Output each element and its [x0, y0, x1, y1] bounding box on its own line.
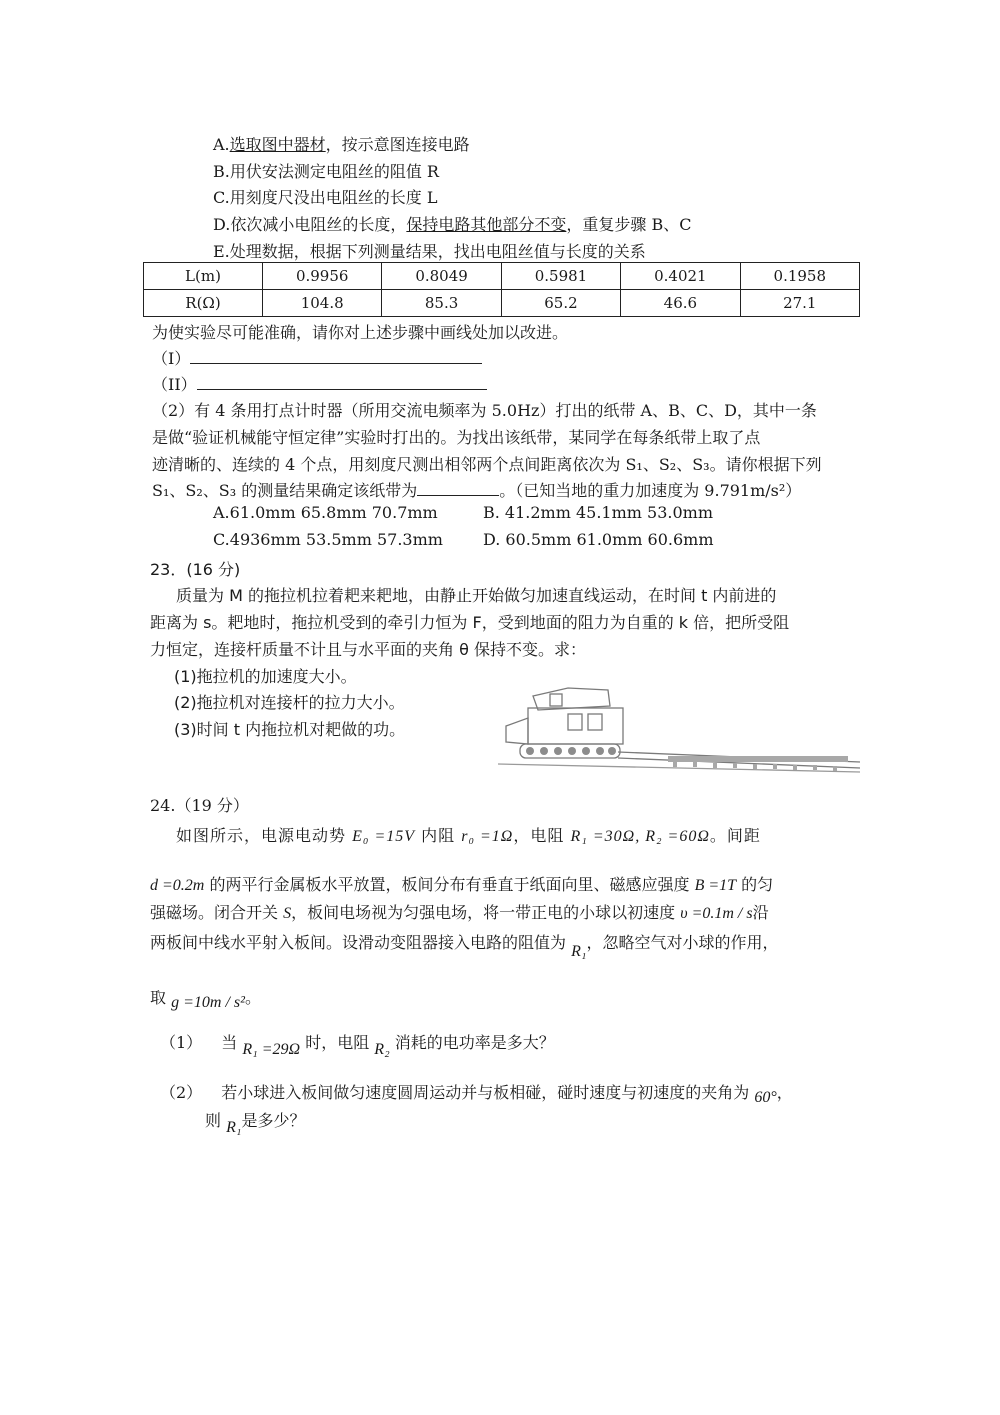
tractor-hood	[506, 718, 528, 744]
answer-line-2: （II）	[152, 372, 487, 395]
q23-line-2: 距离为 s。耙地时，拖拉机受到的牵引力恒为 F，受到地面的阻力为自重的 k 倍，把所受阻	[150, 613, 790, 632]
tractor-window	[568, 714, 582, 730]
r1-symbol: R₁	[226, 1119, 242, 1136]
step-a-underlined: 选取图中器材	[229, 135, 326, 154]
table-cell: 27.1	[740, 290, 859, 317]
tractor-window	[588, 714, 602, 730]
tractor-roof	[533, 688, 610, 710]
q23-sub-1: (1)拖拉机的加速度大小。	[174, 667, 357, 686]
table-row	[144, 263, 860, 290]
q24-para-line-3: 强磁场。闭合开关 S，板间电场视为匀强电场，将一带正电的小球以初速度 υ =0.1m / s沿	[150, 903, 769, 922]
step-d: D.依次减小电阻丝的长度，保持电路其他部分不变，重复步骤 B、C	[213, 215, 692, 234]
answer-line-1: （I）	[152, 346, 482, 369]
step-c: C.用刻度尺没出电阻丝的长度 L	[213, 188, 438, 207]
initial-velocity-formula: υ =0.1m / s	[680, 905, 753, 922]
internal-resistance-formula: r₀ =1Ω	[461, 828, 514, 845]
table-cell: L(m)	[144, 263, 263, 290]
magnetic-field-formula: B =1T	[694, 877, 737, 894]
q2-line-2: 是做“验证机械能守恒定律”实验时打出的。为找出该纸带，某同学在每条纸带上取了点	[152, 428, 761, 447]
q23-sub-3: (3)时间 t 内拖拉机对耙做的功。	[174, 720, 406, 739]
q24-para-line-2: d =0.2m 的两平行金属板水平放置，板间分布有垂直于纸面向里、磁感应强度 B =1T 的匀	[150, 875, 774, 894]
gravity-formula: g =10m / s²	[171, 994, 245, 1011]
r1-value-formula: R₁ =29Ω	[242, 1041, 301, 1058]
table-cell: 85.3	[382, 290, 501, 317]
tractor-harrow-illustration	[498, 678, 860, 776]
rheostat-symbol: R₁	[571, 943, 587, 960]
q23-line-3: 力恒定，连接杆质量不计且与水平面的夹角 θ 保持不变。求：	[150, 640, 586, 659]
measurement-table	[143, 262, 860, 317]
q2-line-4: S₁、S₂、S₃ 的测量结果确定该纸带为 。（已知当地的重力加速度为 9.791m/s²）	[152, 481, 802, 500]
step-e: E.处理数据，根据下列测量结果，找出电阻丝值与长度的关系	[213, 242, 646, 261]
table-cell: 65.2	[501, 290, 620, 317]
answer-blank[interactable]	[190, 347, 482, 364]
option-c: C.4936mm 53.5mm 57.3mm	[213, 530, 443, 549]
emf-formula: E₀ =15V	[352, 828, 416, 845]
q24-para-line-5: 取 g =10m / s²。	[150, 988, 261, 1011]
q24-heading: 24.（19 分）	[150, 796, 249, 815]
table-row	[144, 290, 860, 317]
q23-heading: 23．(16 分)	[150, 560, 241, 579]
option-b: B. 41.2mm 45.1mm 53.0mm	[483, 503, 714, 522]
switch-symbol: S	[283, 905, 292, 922]
q24-para-line-4: 两板间中线水平射入板间。设滑动变阻器接入电路的阻值为 R₁，忽略空气对小球的作用，	[150, 933, 779, 960]
table-cell: 104.8	[263, 290, 382, 317]
step-d-underlined: 保持电路其他部分不变	[406, 215, 567, 234]
table-cell: 46.6	[621, 290, 740, 317]
table-cell: 0.5981	[501, 263, 620, 290]
track-wheels	[526, 747, 616, 755]
answer-blank[interactable]	[417, 479, 499, 496]
q24-para-line-1: 如图所示，电源电动势 E₀ =15V 内阻 r₀ =1Ω，电阻 R₁ =30Ω, R₂ =60Ω。间距	[176, 826, 761, 845]
q23-line-1: 质量为 M 的拖拉机拉着耙来耙地，由静止开始做匀加速直线运动，在时间 t 内前进的	[176, 586, 777, 605]
q2-line-1: （2）有 4 条用打点计时器（所用交流电频率为 5.0Hz）打出的纸带 A、B、C、D，其中一条	[152, 401, 817, 420]
table-cell: 0.4021	[621, 263, 740, 290]
r2-symbol: R₂	[374, 1041, 390, 1058]
q2-line-3: 迹清晰的、连续的 4 个点，用刻度尺测出相邻两个点间距离依次为 S₁、S₂、S₃。请你根据下列	[152, 455, 822, 474]
q23-sub-2: (2)拖拉机对连接杆的拉力大小。	[174, 693, 405, 712]
angle-formula: 60°	[754, 1089, 777, 1106]
step-a: A.选取图中器材，按示意图连接电路	[213, 135, 470, 154]
table-cell: R(Ω)	[144, 290, 263, 317]
step-b: B.用伏安法测定电阻丝的阻值 R	[213, 162, 439, 181]
answer-blank[interactable]	[197, 373, 487, 390]
option-a: A.61.0mm 65.8mm 70.7mm	[213, 503, 438, 522]
q24-sub-1: （1） 当 R₁ =29Ω 时，电阻 R₂ 消耗的电功率是多大？	[160, 1033, 555, 1058]
table-cell: 0.9956	[263, 263, 382, 290]
q24-sub-2-cont: 则 R₁是多少？	[205, 1111, 306, 1136]
table-cell: 0.1958	[740, 263, 859, 290]
q24-sub-2: （2） 若小球进入板间做匀速度圆周运动并与板相碰，碰时速度与初速度的夹角为 60°，	[160, 1083, 793, 1106]
plate-gap-formula: d =0.2m	[150, 877, 205, 894]
tractor-exhaust	[550, 694, 562, 706]
resistor-values-formula: R₁ =30Ω, R₂ =60Ω	[570, 828, 710, 845]
improve-prompt: 为使实验尽可能准确，请你对上述步骤中画线处加以改进。	[152, 323, 569, 342]
table-cell: 0.8049	[382, 263, 501, 290]
option-d: D. 60.5mm 61.0mm 60.6mm	[483, 530, 714, 549]
